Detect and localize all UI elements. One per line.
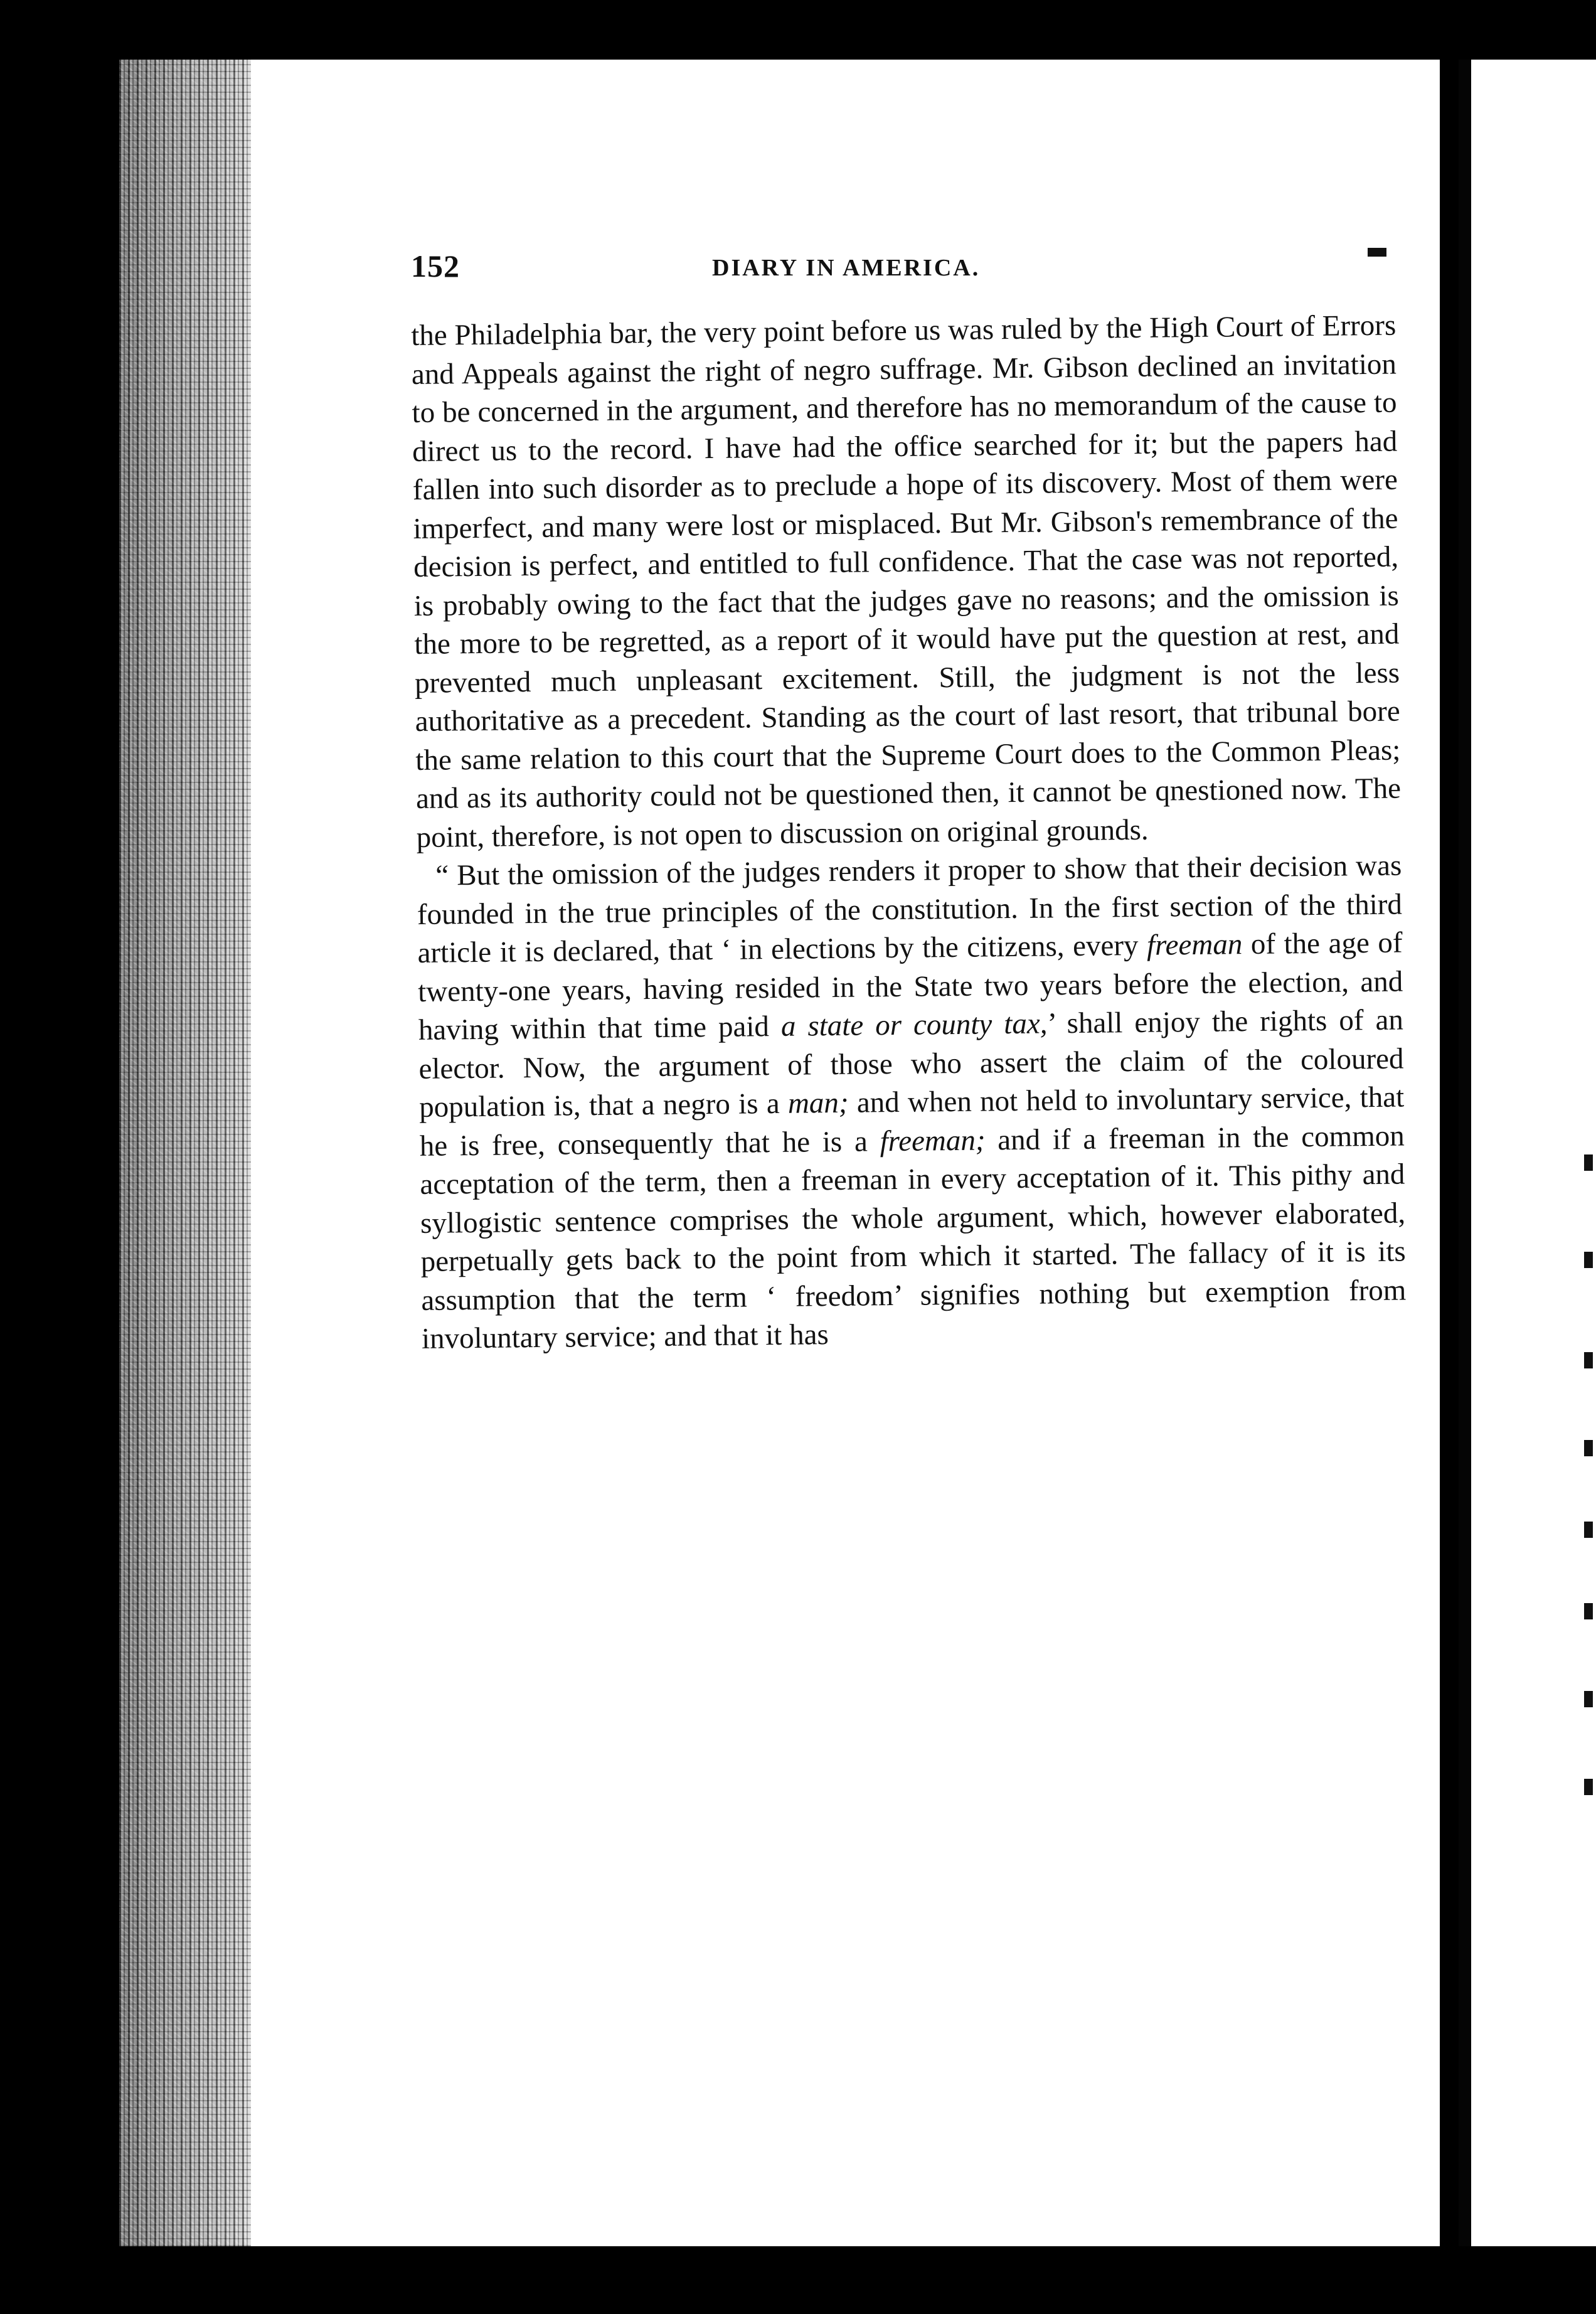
paragraph-2-text-2: of the age of twenty-one years, having resided in the State two years before the election, and having within that time paid [417,926,1403,1047]
paragraph-1: the Philadelphia bar, the very point before us was ruled by the High Court of Errors and Appeals against the right of negro suffrage. Mr. Gibson declined an invitation to be concerned in the argument, and therefore has no memorandum of the cause to direct us to the record. I have had the office searched for it; but the papers had fallen into such disorder as to preclude a hope of its discovery. Most of them were imperfect, and many were lost or misplaced. But Mr. Gibson's remembrance of the decision is perfect, and entitled to full confidence. That the case was not reported, is probably owing to the fact that the judges gave no reasons; and the omission is the more to be regretted, as a report of it would have put the question at rest, and prevented much unpleasant excitement. Still, the judgment is not the less authoritative as a precedent. Standing as the court of last resort, that tribunal bore the same relation to this court that the Supreme Court does to the Common Pleas; and as its authority could not be questioned then, it cannot be qnestioned now. The point, therefore, is not open to discussion on original grounds. [411,309,1402,854]
book-page [251,60,1440,2246]
italic-state-tax: a state or county tax, [780,1007,1048,1043]
facing-page-glyph [1584,1352,1593,1368]
paragraph-2-text-4: and when not held to involuntary service, that he is free, consequently that he is a [419,1080,1405,1163]
facing-page-glyph [1584,1252,1593,1268]
facing-page-glyph [1584,1603,1593,1619]
paragraph-2-text-5: and if a freeman in the common acceptation of the term, then a freeman in every acceptation of it. This pithy and syllogistic sentence comprises the whole argument, which, however elaborated, perpetually gets back to the point from which it started. The fallacy of it is its assumption that the term ‘ freedom’ signifies nothing but exemption from involuntary service; and that it has [420,1119,1407,1355]
body-text [411,307,1407,1359]
printer-mark [1368,248,1386,257]
italic-freeman-2: freeman; [880,1123,986,1158]
facing-page-glyph [1584,1691,1593,1707]
italic-man: man; [787,1086,849,1120]
page-edge-speckled [119,60,257,2246]
facing-page-glyph [1584,1779,1593,1795]
paragraph-2 [417,847,1407,1359]
facing-page-edge [1459,60,1596,2246]
page-header [411,248,1427,292]
paragraph-2-text-3: ’ shall enjoy the rights of an elector. Now, the argument of those who assert the claim of the coloured population is, that a negro is a [418,1003,1404,1124]
paragraph-2-text-1: “ But the omission of the judges renders it proper to show that their decision was founded in the true principles of the constitution. In the first section of the third article it is declared, that ‘ in elections by the citizens, every [417,849,1403,969]
italic-freeman: freeman [1146,928,1243,962]
facing-page-glyph [1584,1154,1593,1171]
page-gutter [1459,60,1471,2246]
facing-page-glyph [1584,1440,1593,1456]
running-head: DIARY IN AMERICA. [712,255,981,281]
page-number: 152 [411,248,460,284]
facing-page-glyph [1584,1522,1593,1538]
